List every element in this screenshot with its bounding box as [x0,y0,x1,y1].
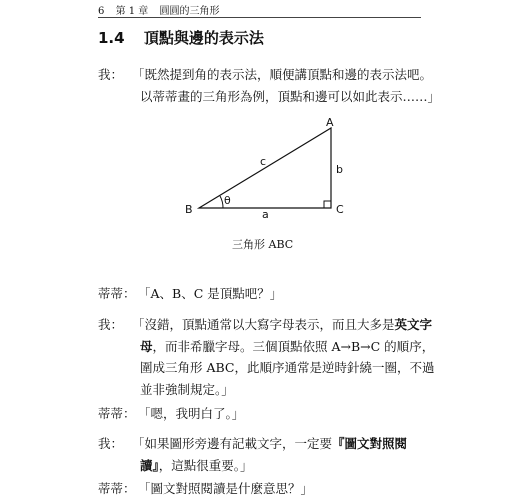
dialogue-line [98,314,438,400]
angle-theta-label: θ [224,194,231,207]
dialogue-line [98,433,438,476]
speaker-label: 我： [98,67,124,82]
dialogue-text [98,283,438,305]
header-rule [98,17,421,18]
dialogue-text [98,64,441,107]
dialogue-text-bold: 『圖文對照閱讀』 [140,436,408,473]
vertex-a-label: A [326,116,334,129]
section-number: 1.4 [98,29,125,47]
section-title: 頂點與邊的表示法 [143,29,264,47]
dialogue-text [98,478,438,500]
speaker-label: 蒂蒂： [98,286,136,301]
dialogue-text-body: 「圖文對照閱讀是什麼意思？」 [138,481,314,496]
chapter-title: 圓圓的三角形 [159,6,220,17]
dialogue-text-before: 「如果圖形旁邊有記載文字，一定要 [132,436,333,451]
speaker-label: 我： [98,317,124,332]
page-number: 6 [98,6,105,17]
dialogue-text [98,314,438,400]
dialogue-line [98,478,438,500]
side-a-label: a [262,208,269,221]
dialogue-text-after: ，而非希臘字母。三個頂點依照 A→B→C 的順序，圍成三角形 ABC，此順序通常是逆時針繞一圈，不過並非強制規定。」 [140,338,435,397]
dialogue-text-body: 「嗯，我明白了。」 [138,406,245,421]
side-b-label: b [336,163,343,176]
dialogue-text-before: 「沒錯，頂點通常以大寫字母表示，而且大多是 [132,317,395,332]
chapter-label: 第 1 章 [115,6,149,17]
vertex-b-label: B [185,203,193,216]
dialogue-text-bold: 英文字母 [140,317,433,354]
dialogue-text-after: ，這點很重要。」 [158,457,253,473]
speaker-label: 我： [98,436,124,451]
dialogue-text [98,403,438,425]
side-c-label: c [260,155,267,168]
dialogue-text-body: 「既然提到角的表示法，順便講頂點和邊的表示法吧。以蒂蒂畫的三角形為例，頂點和邊可以如此表示……」 [132,67,441,104]
dialogue-line [98,64,441,107]
triangle-shape [199,128,331,208]
triangle-figure [180,113,360,233]
running-head [98,2,227,17]
dialogue-text [98,433,438,476]
vertex-c-label: C [336,203,344,216]
figure-caption: 三角形 ABC [232,238,294,251]
dialogue-line [98,283,438,305]
angle-arc [220,196,223,208]
speaker-label: 蒂蒂： [98,481,136,496]
section-heading [98,27,264,48]
speaker-label: 蒂蒂： [98,406,136,421]
dialogue-text-body: 「A、B、C 是頂點吧？」 [138,286,283,301]
right-angle-mark [324,201,331,208]
dialogue-line [98,403,438,425]
